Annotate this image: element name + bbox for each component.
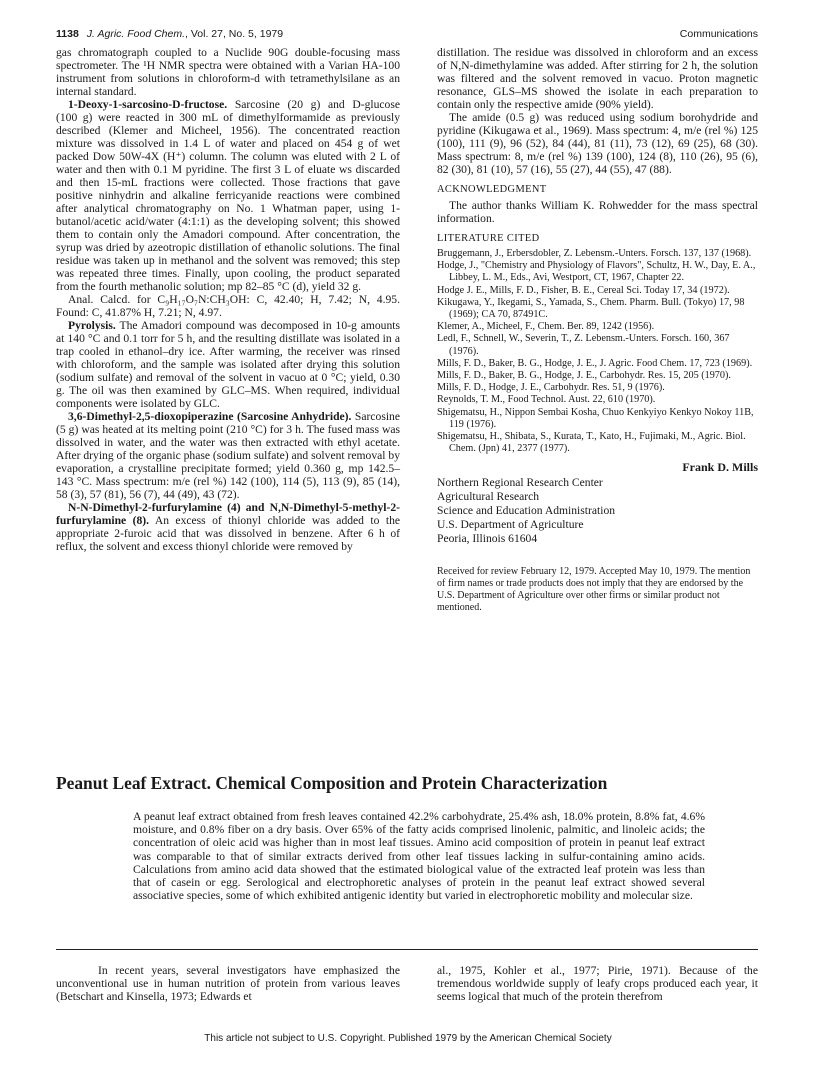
paragraph: al., 1975, Kohler et al., 1977; Pirie, 1971). Because of the tremendous worldwide supply of leafy crops produced each year, it seems logical that much of the protein therefrom — [437, 964, 758, 1004]
reference-item: Mills, F. D., Baker, B. G., Hodge, J. E., Carbohydr. Res. 15, 205 (1970). — [437, 370, 731, 382]
reference-item: Hodge J. E., Mills, F. D., Fisher, B. E., Cereal Sci. Today 17, 34 (1972). — [437, 284, 730, 296]
paragraph: gas chromatograph coupled to a Nuclide 90G double-focusing mass spectrometer. The ¹H NMR spectra were obtained with a Varian HA-100 instrument from solutions in chloroform-d with tetramethylsilane as an internal standard. — [56, 46, 400, 98]
reference-item: Kikugawa, Y., Ikegami, S., Yamada, S., Chem. Pharm. Bull. (Tokyo) 17, 98 (1969); CA 70, 87491C. — [437, 296, 745, 321]
author-address — [437, 476, 758, 546]
copyright-footer: This article not subject to U.S. Copyright. Published 1979 by the American Chemical Society — [204, 1033, 612, 1044]
paragraph: 3,6-Dimethyl-2,5-dioxopiperazine (Sarcosine Anhydride). Sarcosine (5 g) was heated at its melting point (210 °C) for 3 h. The fused mass was dissolved in water, and the water was then extracted with ethyl acetate. After drying of the organic phase (sodium sulfate) and solvent removal by evaporation, a crystalline precipitate formed; yield 0.360 g, mp 142.5–143 °C. Mass spectrum: m/e (rel %) 142 (100), 114 (5), 113 (9), 85 (14), 58 (3), 57 (81), 56 (7), 44 (49), 43 (72). — [56, 410, 400, 501]
paragraph: distillation. The residue was dissolved in chloroform and an excess of N,N-dimethylamine was added. After stirring for 2 h, the solution was filtered and the solvent removed in vacuo. Proton magnetic resonance, GLS–MS showed the isolate in each preparation to contain only the respective amide (90% yield). — [437, 46, 758, 111]
abstract: A peanut leaf extract obtained from fresh leaves contained 42.2% carbohydrate, 25.4% ash, 18.0% protein, 8.8% fat, 4.6% moisture, and 0.8% fiber on a dry basis. Over 65% of the fatty acids comprised linolenic, palmitic, and linoleic acids; the concentration of oleic acid was higher than in most leaf tissues. Amino acid composition of protein in peanut leaf extract was comparable to that of similar extracts derived from other leaf tissues lacking in sulfur-containing amino acids. Calculations from amino acid data showed that the estimated biological value of the extracted leaf protein was less than that of casein or egg. Serological and electrophoretic analyses of protein in the peanut leaf extract showed several associative species, some of which exhibited antigenic identity but varied in electrophoretic mobility and molecular size. — [133, 810, 705, 903]
paragraph-heading: N-N-Dimethyl-2-furfurylamine (4) and N,N-Dimethyl-5-methyl-2-furfurylamine (8). — [56, 501, 400, 527]
paragraph: The amide (0.5 g) was reduced using sodium borohydride and pyridine (Kikugawa et al., 1969). Mass spectrum: 4, m/e (rel %) 125 (100), 111 (9), 96 (52), 84 (44), 81 (11), 73 (12), 69 (25), 68 (30). Mass spectrum: 8, m/e (rel %) 139 (100), 124 (8), 110 (26), 95 (6), 82 (30), 81 (10), 57 (16), 55 (27), 44 (55), 47 (88). — [437, 111, 758, 176]
paragraph-heading: Pyrolysis. — [68, 319, 116, 332]
section-label: Communications — [679, 28, 758, 40]
page-number: 1138 — [56, 28, 79, 40]
address-line: Agricultural Research — [437, 490, 540, 504]
paragraph-heading: 1-Deoxy-1-sarcosino-D-fructose. — [68, 98, 228, 111]
paragraph: Anal. Calcd. for C₉H₁₇O₇N:CH₃OH: C, 42.40; H, 7.42; N, 4.95. Found: C, 41.87% H, 7.21; N, 4.97. — [56, 293, 400, 319]
header-citation — [56, 28, 283, 40]
address-line: U.S. Department of Agriculture — [437, 518, 584, 532]
intro-right — [437, 964, 758, 1004]
paragraph-heading: 3,6-Dimethyl-2,5-dioxopiperazine (Sarcosine Anhydride). — [68, 410, 352, 423]
received-note: Received for review February 12, 1979. Accepted May 10, 1979. The mention of firm names or trade products does not imply that they are endorsed by the U.S. Department of Agriculture over other firms or similar product not mentioned. — [437, 566, 751, 614]
paragraph: 1-Deoxy-1-sarcosino-D-fructose. Sarcosine (20 g) and D-glucose (100 g) were reacted in 300 mL of dimethylformamide as previously described (Klemer and Micheel, 1956). The concentrated reaction mixture was dissolved in 1.4 L of water and placed on 454 g of wet packed Dow 50W-4X (H⁺) column. The column was eluted with 2 L of water and then with 0.1 M pyridine. The first 3 L of eluate ws discarded and then 15-mL fractions were collected. Those fractions that gave positive ninhydrin and alkaline ferricyanide reactions were combined after analytical chromatography on No. 1 Whatman paper, using 1-butanol/acetic acid/water (4:1:1) as the developing solvent; this showed them to contain only the Amadori compound. After concentration, the syrup was dried by azeotropic distillation of ethanolic solutions. The final residue was taken up in methanol and the solvent was removed; this step was repeated three times. Finally, upon cooling, the product separated from the fourth methanolic solution; mp 82–85 °C (d), yield 32 g. — [56, 98, 400, 293]
paragraph: Pyrolysis. The Amadori compound was decomposed in 10-g amounts at 140 °C and 0.1 torr for 5 h, and the resulting distillate was isolated in a trap cooled in ethanol–dry ice. After warming, the receiver was rinsed with chloroform, and the sample was isolated after drying this solution (sodium sulfate) and removal of the solvent in vacuo at 0 °C; yield, 0.30 g. The oil was then examined by GLC–MS. When required, individual components were isolated by GLC. — [56, 319, 400, 410]
reference-item: Bruggemann, J., Erbersdobler, Z. Lebensm.-Unters. Forsch. 137, 137 (1968). — [437, 248, 752, 259]
journal-name: J. Agric. Food Chem. — [86, 28, 186, 40]
address-line: Northern Regional Research Center — [437, 476, 603, 490]
reference-item: Shigematsu, H., Shibata, S., Kurata, T., Kato, H., Fujimaki, M., Agric. Biol. Chem. (Jpn) 41, 2377 (1977). — [437, 431, 746, 455]
acknowledgment-heading: ACKNOWLEDGMENT — [437, 184, 547, 195]
reference-item: Mills, F. D., Hodge, J. E., Carbohydr. Res. 51, 9 (1976). — [437, 382, 665, 394]
address-line: Peoria, Illinois 61604 — [437, 532, 538, 546]
intro-left — [56, 964, 400, 1004]
divider — [56, 949, 758, 950]
right-column — [437, 46, 758, 614]
reference-item: Klemer, A., Micheel, F., Chem. Ber. 89, 1242 (1956). — [437, 321, 655, 333]
volume-issue: , Vol. 27, No. 5, 1979 — [185, 28, 284, 40]
author-name: Frank D. Mills — [682, 460, 758, 475]
paragraph: In recent years, several investigators have emphasized the unconventional use in human nutrition of protein from various leaves (Betschart and Kinsella, 1973; Edwards et — [56, 964, 400, 1004]
literature-heading: LITERATURE CITED — [437, 233, 540, 244]
reference-list — [437, 248, 758, 455]
reference-item: Shigematsu, H., Nippon Sembai Kosha, Chuo Kenkyiyo Kenkyo Nokoy 11B, 119 (1976). — [437, 406, 754, 430]
reference-item: Ledl, F., Schnell, W., Severin, T., Z. Lebensm.-Unters. Forsch. 160, 367 (1976). — [437, 333, 730, 357]
reference-item: Hodge, J., "Chemistry and Physiology of Flavors", Schultz, H. W., Day, E. A., Libbey, L. M., Eds., Avi, Westport, CT, 1967, Chapter 22. — [437, 260, 756, 284]
address-line: Science and Education Administration — [437, 504, 616, 518]
acknowledgment-text: The author thanks William K. Rohwedder for the mass spectral information. — [437, 199, 758, 225]
reference-item: Reynolds, T. M., Food Technol. Aust. 22, 610 (1970). — [437, 394, 656, 406]
left-column — [56, 46, 400, 553]
article-title: Peanut Leaf Extract. Chemical Composition and Protein Characterization — [56, 773, 608, 793]
reference-item: Mills, F. D., Baker, B. G., Hodge, J. E., J. Agric. Food Chem. 17, 723 (1969). — [437, 357, 753, 369]
paragraph: N-N-Dimethyl-2-furfurylamine (4) and N,N-Dimethyl-5-methyl-2-furfurylamine (8). An excess of thionyl chloride was added to the appropriate 2-furoic acid that was dissolved in benzene. After 6 h of reflux, the solvent and excess thionyl chloride were removed by — [56, 501, 401, 553]
